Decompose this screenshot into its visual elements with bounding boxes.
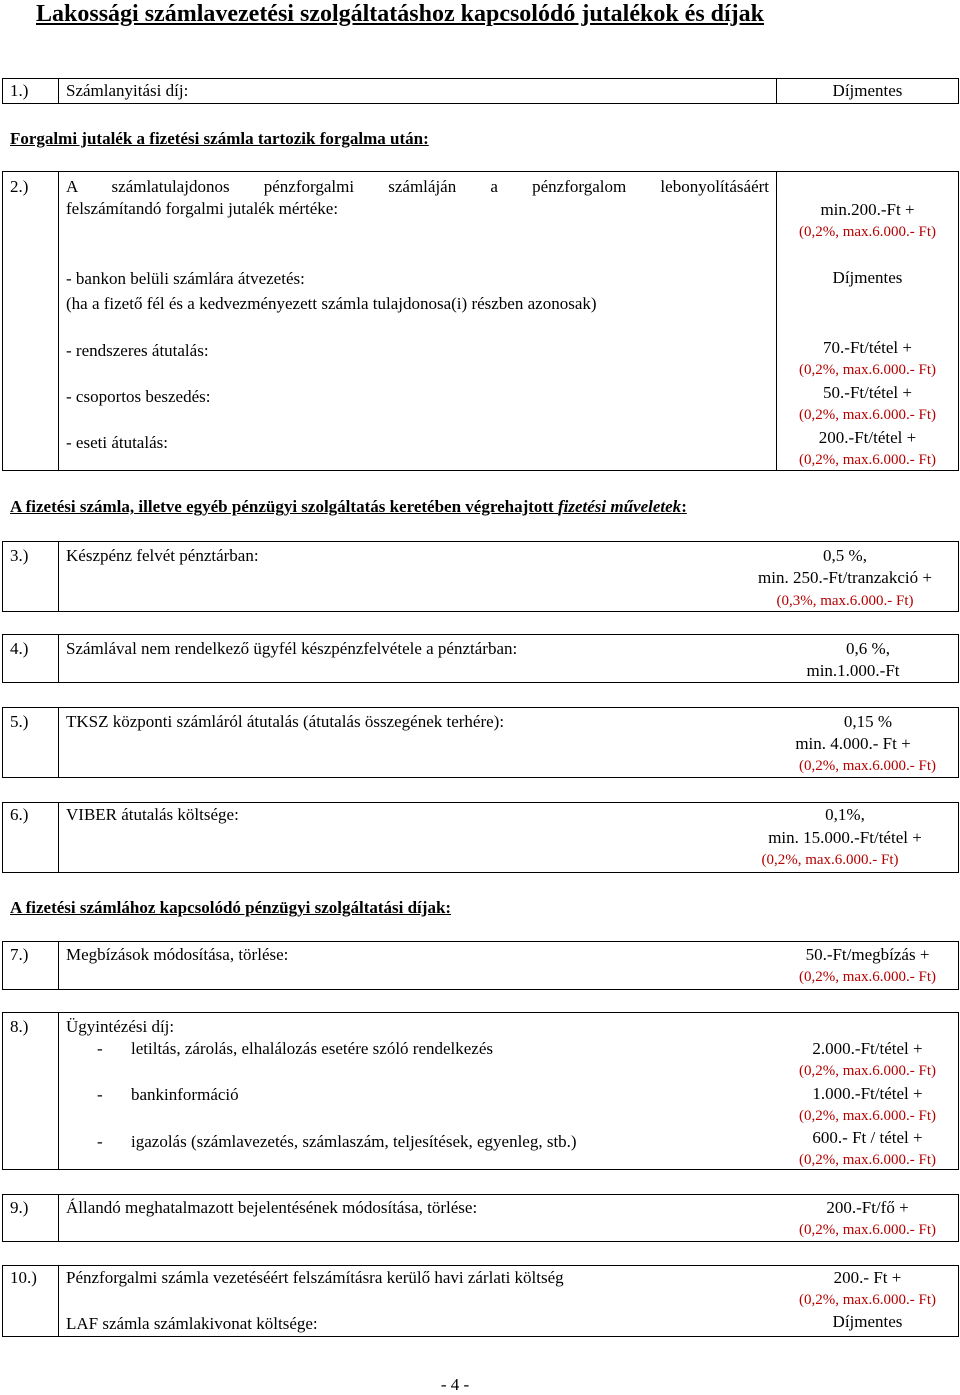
item-8-row-note: (0,2%, max.6.000.- Ft) bbox=[798, 1108, 937, 1124]
item-6-note: (0,2%, max.6.000.- Ft) bbox=[761, 852, 899, 868]
item-4-label: Számlával nem rendelkező ügyfél készpénzfelvétele a pénztárban: bbox=[66, 639, 518, 658]
item-5-number: 5.) bbox=[10, 712, 29, 731]
item-2-value-note: (0,2%, max.6.000.- Ft) bbox=[798, 224, 937, 240]
item-2-row-label: - csoportos beszedés: bbox=[66, 387, 211, 406]
item-2-value: min.200.-Ft + bbox=[820, 200, 915, 219]
item-3-note: (0,3%, max.6.000.- Ft) bbox=[776, 593, 914, 609]
item-2-number: 2.) bbox=[10, 177, 29, 196]
item-8-number: 8.) bbox=[10, 1017, 29, 1036]
item-10-number: 10.) bbox=[10, 1268, 37, 1287]
item-8-row-dash: - bbox=[97, 1039, 103, 1058]
item-1-value: Díjmentes bbox=[832, 81, 903, 100]
item-1-number: 1.) bbox=[10, 81, 29, 100]
item-2-row-value: 50.-Ft/tétel + bbox=[823, 383, 912, 402]
section-heading-szolgaltatasi: A fizetési számlához kapcsolódó pénzügyi szolgáltatási díjak: bbox=[10, 898, 452, 917]
item-9-label: Állandó meghatalmazott bejelentésének módosítása, törlése: bbox=[66, 1198, 478, 1217]
item-6-value-2: min. 15.000.-Ft/tétel + bbox=[768, 828, 922, 847]
section-heading-forgalmi: Forgalmi jutalék a fizetési számla tartozik forgalma után: bbox=[10, 129, 429, 148]
item-7-value: 50.-Ft/megbízás + bbox=[805, 945, 930, 964]
item-10-value-2: Díjmentes bbox=[832, 1312, 903, 1331]
item-5-value-1: 0,15 % bbox=[843, 712, 893, 731]
item-10-note: (0,2%, max.6.000.- Ft) bbox=[798, 1292, 937, 1308]
item-8-label: Ügyintézési díj: bbox=[66, 1017, 175, 1036]
item-2-row-value: 200.-Ft/tétel + bbox=[818, 428, 917, 447]
item-8-row-note: (0,2%, max.6.000.- Ft) bbox=[798, 1063, 937, 1079]
item-2-row-note: (0,2%, max.6.000.- Ft) bbox=[798, 362, 937, 378]
item-5-label: TKSZ központi számláról átutalás (átutalás összegének terhére): bbox=[66, 712, 505, 731]
item-4-value-2: min.1.000.-Ft bbox=[806, 661, 900, 680]
page-title: Lakossági számlavezetési szolgáltatáshoz kapcsolódó jutalékok és díjak bbox=[36, 1, 765, 27]
item-2-row-note: (0,2%, max.6.000.- Ft) bbox=[798, 452, 937, 468]
item-10-label-2: LAF számla számlakivonat költsége: bbox=[66, 1314, 318, 1333]
item-1-label: Számlanyitási díj: bbox=[66, 81, 189, 100]
item-8-row-note: (0,2%, max.6.000.- Ft) bbox=[798, 1152, 937, 1168]
item-2-row-note: (0,2%, max.6.000.- Ft) bbox=[798, 407, 937, 423]
item-2-label-line1: A számlatulajdonos pénzforgalmi számláján a pénzforgalom lebonyolításáért bbox=[66, 177, 769, 196]
item-9-note: (0,2%, max.6.000.- Ft) bbox=[798, 1222, 937, 1238]
item-7-label: Megbízások módosítása, törlése: bbox=[66, 945, 289, 964]
item-4-number: 4.) bbox=[10, 639, 29, 658]
item-2-label-line2: felszámítandó forgalmi jutalék mértéke: bbox=[66, 199, 339, 218]
item-8-row-value: 2.000.-Ft/tétel + bbox=[812, 1039, 923, 1058]
item-2-row-label: - eseti átutalás: bbox=[66, 433, 168, 452]
item-6-value-1: 0,1%, bbox=[825, 805, 865, 824]
item-2-row-label: - rendszeres átutalás: bbox=[66, 341, 209, 360]
item-9-value: 200.-Ft/fő + bbox=[826, 1198, 909, 1217]
item-10-label: Pénzforgalmi számla vezetéséért felszámításra kerülő havi zárlati költség bbox=[66, 1268, 564, 1287]
item-5-value-2: min. 4.000.- Ft + bbox=[795, 734, 911, 753]
item-8-row-label: igazolás (számlavezetés, számlaszám, teljesítések, egyenleg, stb.) bbox=[131, 1132, 577, 1151]
item-3-number: 3.) bbox=[10, 546, 29, 565]
item-2-internal-label: - bankon belüli számlára átvezetés: bbox=[66, 269, 305, 288]
item-9-number: 9.) bbox=[10, 1198, 29, 1217]
page-number: - 4 - bbox=[440, 1375, 470, 1394]
item-3-value-2: min. 250.-Ft/tranzakció + bbox=[758, 568, 932, 587]
section-heading-muveletek: A fizetési számla, illetve egyéb pénzügyi szolgáltatás keretében végrehajtott fizetési műveletek: bbox=[10, 497, 687, 516]
item-7-note: (0,2%, max.6.000.- Ft) bbox=[798, 969, 937, 985]
item-8-row-value: 1.000.-Ft/tétel + bbox=[812, 1084, 923, 1103]
item-7-number: 7.) bbox=[10, 945, 29, 964]
item-8-row-value: 600.- Ft / tétel + bbox=[812, 1128, 923, 1147]
item-3-label: Készpénz felvét pénztárban: bbox=[66, 546, 259, 565]
item-6-label: VIBER átutalás költsége: bbox=[66, 805, 239, 824]
item-8-row-label: letiltás, zárolás, elhalálozás esetére szóló rendelkezés bbox=[131, 1039, 494, 1058]
item-8-row-label: bankinformáció bbox=[131, 1085, 239, 1104]
item-10-value: 200.- Ft + bbox=[833, 1268, 902, 1287]
item-8-row-dash: - bbox=[97, 1132, 103, 1151]
item-2-internal-value: Díjmentes bbox=[832, 268, 903, 287]
item-2-row-value: 70.-Ft/tétel + bbox=[823, 338, 912, 357]
item-5-note: (0,2%, max.6.000.- Ft) bbox=[798, 758, 937, 774]
item-3-value-1: 0,5 %, bbox=[823, 546, 867, 565]
item-2-internal-note: (ha a fizető fél és a kedvezményezett számla tulajdonosa(i) részben azonosak) bbox=[66, 294, 597, 313]
item-8-row-dash: - bbox=[97, 1085, 103, 1104]
item-6-number: 6.) bbox=[10, 805, 29, 824]
item-4-value-1: 0,6 %, bbox=[846, 639, 890, 658]
